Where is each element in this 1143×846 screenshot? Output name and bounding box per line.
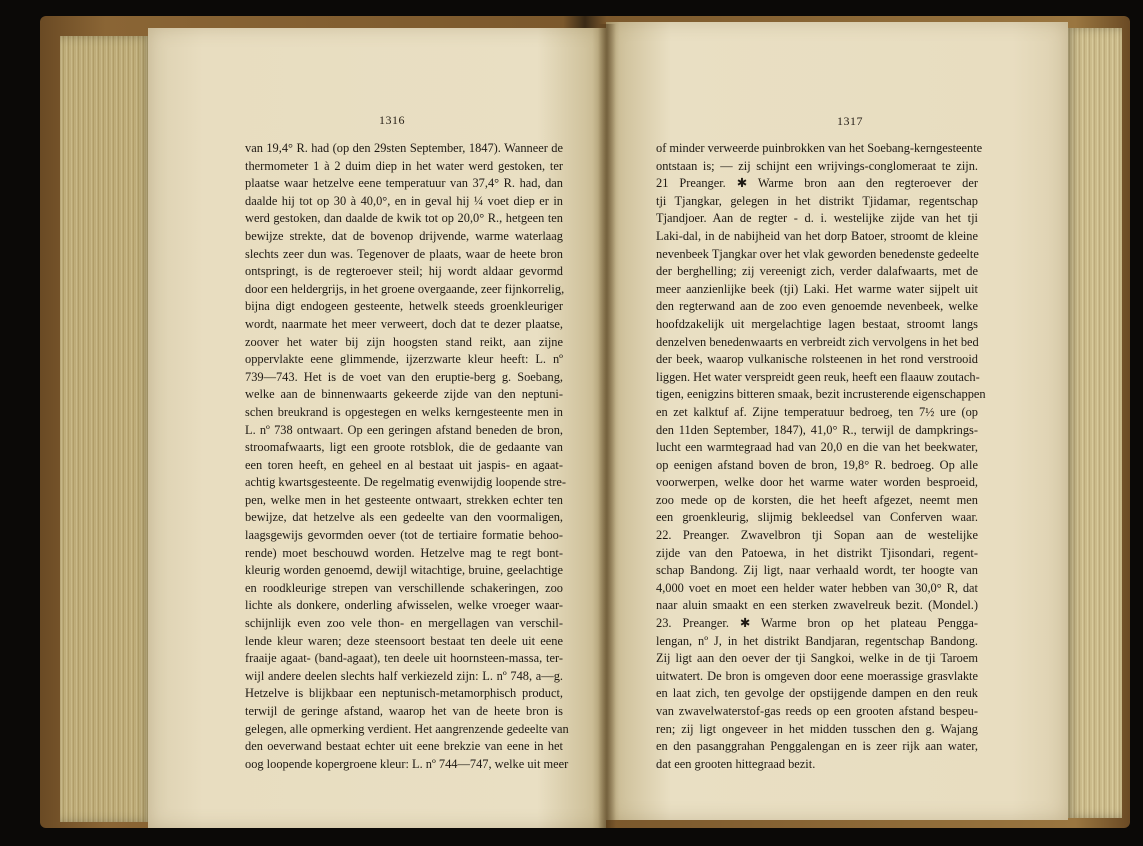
text-line: uitwatert. De bron is omgeven door eene moerassige grasvlakte [656,668,978,683]
text-line: daalde hij tot op 30 à 40,0°, en in geval hij ¼ voet diep er in [245,193,563,208]
text-line: zoo mede op de korsten, die het heeft afgezet, neemt men [656,492,978,507]
text-line: lende kleur waren; deze steensoort bestaat ten deele uit eene [245,633,563,648]
text-line: pen, welke men in het gesteente ontwaart, strekken echter ten [245,492,563,507]
text-line: fraaije agaat- (band-agaat), ten deele uit hoornsteen-massa, ter- [245,651,563,666]
text-line: van 19,4° R. had (op den 29sten September, 1847). Wanneer de [245,141,563,155]
text-line: of minder verweerde puinbrokken van het Soebang-kerngesteente [656,141,983,155]
text-line: schap Bandong. Zij ligt, naar verhaald wordt, ter hoogte van [656,563,978,578]
text-line: ontstaan is; — zij schijnt een wrijvings-conglomeraat te zijn. [656,158,978,173]
text-line: oog loopende kopergroene kleur: L. nº 744—747, welke uit meer [245,756,569,771]
text-line: lucht een warmtegraad had van 20,0 en die van het beekwater, [656,440,978,455]
text-line: achtig kwartsgesteente. De regelmatig evenwijdig loopende stre- [245,475,567,490]
text-line: hoofdzakelijk uit mergelachtige lagen bestaat, stroomt langs [656,316,978,331]
text-line: Zij ligt aan den oever der tji Sangkoi, welke in de tji Taroem [656,651,978,666]
text-line: zijde van den Patoewa, in het distrikt Tjisondari, regent- [656,545,978,560]
text-line: 4,000 voet en moet een helder water hebben van 30,0° R, dat [656,580,978,595]
text-line: den 11den September, 1847), 41,0° R., terwijl de dampkrings- [656,422,978,437]
text-line: stroomafwaarts, ligt een groote rotsblok, die de gedaante van [245,440,563,455]
text-line: Laki-dal, in de nabijheid van het dorp Batoer, stroomt de kleine [656,228,978,243]
text-line: schijnlijk even zoo vele thon- en mergellagen van verschil- [245,616,563,631]
text-line: den regterwand aan de zoo even genoemde nevenbeek, welke [656,299,978,314]
text-line: naar aluin smaakt en een sterken zwavelreuk bezit. (Mondel.) [656,598,978,613]
text-line: nevenbeek Tjangkar over het vlak geworden benedenste gedeelte [656,246,979,261]
text-line: lichte als donkere, onderling afwisselen, welke vroeger waar- [245,598,563,613]
text-line: en zet kalktuf af. Zijne temperatuur bedroeg, ten 7½ ure (op [656,404,978,419]
book-gutter [598,24,616,828]
open-book [40,10,1132,832]
text-line: bewijze strekte, dat de bovenop drijvende, warme waterlaag [245,228,563,243]
page-number: 1316 [379,113,405,127]
text-line: laagsgewijs gevormden oever (tot de tertiaire formatie behoo- [245,528,563,543]
text-line: den oeverwand bestaat echter uit eene brekzie van eene in het [245,739,563,754]
text-line: liggen. Het water verspreidt geen reuk, heeft een flaauw zoutach- [656,369,980,384]
text-line: L. nº 738 ontwaart. Op een geringen afstand beneden de bron, [245,422,563,437]
text-line: tigen, eenigzins bitteren smaak, bezit incrusterende eigenschappen [656,387,986,402]
page-body-text [656,140,986,773]
right-page [606,22,1068,820]
text-line: 23. Preanger. ✱ Warme bron op het plateau Pengga- [656,616,978,631]
right-page-edges [1066,28,1122,818]
text-line: ren; zij ligt ongeveer in het midden tusschen den g. Wajang [656,721,978,736]
text-line: en den pasanggrahan Penggalengan en is zeer rijk aan water, [656,739,978,754]
text-line: lengan, nº J, in het distrikt Bandjaran, regentschap Bandong. [656,633,978,648]
text-line: ontspringt, is de regteroever steil; hij wordt aldaar gevormd [245,264,563,279]
text-line: schen breukrand is opgestegen en welks kerngesteente men in [245,404,563,419]
left-page [148,28,606,828]
text-line: en roodkleurige strepen van verschillende schakeringen, zoo [245,580,563,595]
text-line: tji Tjangkar, gelegen in het distrikt Tjidamar, regentschap [656,193,978,208]
page-body-text [245,140,569,773]
text-line: wijl andere deelen slechts half verkiezeld zijn: L. nº 748, a—g. [245,668,563,683]
text-line: denzelven benedenwaarts en verbreidt zich vervolgens in het bed [656,334,979,349]
text-line: meer aanzienlijke beek (tji) Laki. Het warme water sijpelt uit [656,281,978,296]
text-line: kleurig worden genoemd, dewijl witachtige, bruine, geelachtige [245,563,563,578]
text-line: werd gestoken, dan daalde de kwik tot op 20,0° R., hetgeen ten [245,211,563,226]
text-line: wordt, naarmate het meer verweert, doch dat te dezer plaatse, [245,316,563,331]
left-page-edges [60,36,152,822]
text-line: plaatse waar hetzelve eene temperatuur van 37,4° R. had, dan [245,176,563,191]
text-line: der berghelling; zij vereenigt zich, verder dalafwaarts, met de [656,264,978,279]
text-line: rende) moet beschouwd worden. Hetzelve mag te regt bont- [245,545,563,560]
text-line: oppervlakte eene glimmende, ijzerzwarte kleur heeft: L. nº [245,352,563,367]
text-line: op eenigen afstand boven de bron, 19,8° R. bedroeg. Op alle [656,457,978,472]
text-line: bewijze, dat hetzelve als een gedeelte van den voormaligen, [245,510,563,525]
text-line: een toren heeft, en geheel en al bestaat uit jaspis- en agaat- [245,457,563,472]
page-number: 1317 [837,114,863,128]
text-line: een groenkleurig, slijmig bekleedsel van Conferven waar. [656,510,978,525]
text-line: gelegen, alle opmerking verdient. Het aangrenzende gedeelte van [245,721,569,736]
text-line: dat een grooten hittegraad bezit. [656,756,816,771]
text-line: voorwerpen, welke door het warme water worden besproeid, [656,475,978,490]
text-line: 739—743. Het is de voet van den eruptie-berg g. Soebang, [245,369,563,384]
text-line: 22. Preanger. Zwavelbron tji Sopan aan de westelijke [656,528,978,543]
text-line: 21 Preanger. ✱ Warme bron aan den regteroever der [656,176,978,191]
text-line: terwijl de geringe afstand, waarop het van de heete bron is [245,704,563,718]
text-line: Hetzelve is blijkbaar een neptunisch-metamorphisch product, [245,686,563,701]
text-line: bijna digt endogeen gesteente, hetwelk steeds groenkleuriger [245,299,563,314]
text-line: thermometer 1 à 2 duim diep in het water werd gestoken, ter [245,158,563,173]
text-line: Tjandjoer. Aan de regter - d. i. westelijke zijde van het tji [656,211,978,226]
text-line: der beek, waarop vulkanische rolsteenen in het rond verstrooid [656,352,978,367]
text-line: van zwavelwaterstof-gas reeds op een grooten afstand bespeu- [656,704,978,718]
text-line: en laat zich, ten gevolge der opstijgende dampen en den reuk [656,686,978,701]
text-line: slechts zeer dun was. Tegenover de plaats, waar de heete bron [245,246,563,261]
text-line: zoover het water bij zijn hoogsten stand reikt, aan zijne [245,334,563,349]
text-line: door een heldergrijs, in het groene overgaande, zeer fijnkorrelig, [245,281,565,296]
text-line: welke aan de binnenwaarts gekeerde zijde van den neptuni- [245,387,563,402]
